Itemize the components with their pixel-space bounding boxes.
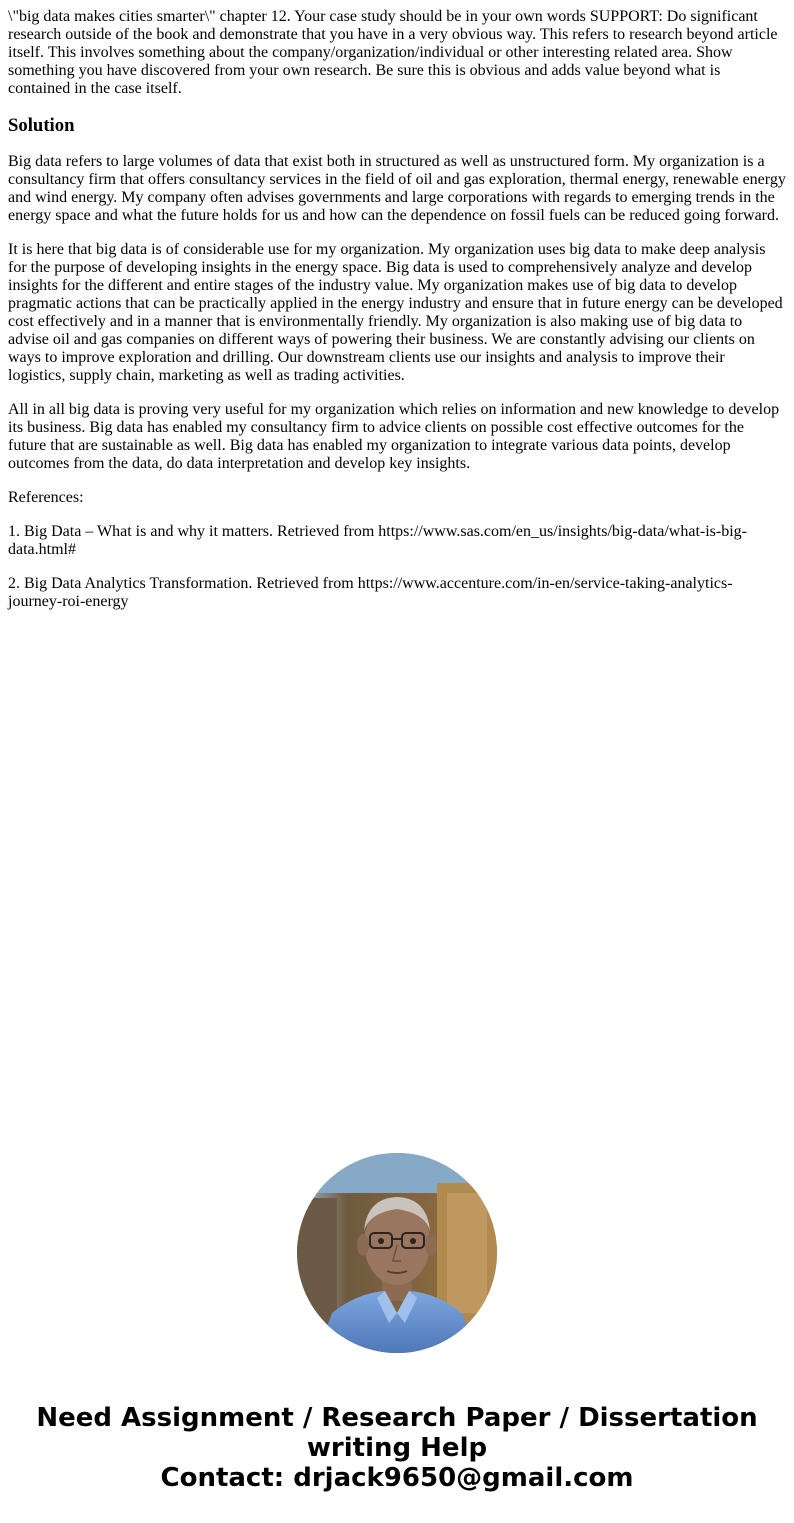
references-label: References:	[8, 489, 84, 506]
author-portrait	[297, 1153, 497, 1353]
promo-line: writing Help	[306, 1433, 488, 1463]
solution-heading: Solution	[8, 115, 75, 136]
question-text: \"big data makes cities smarter\" chapter 12. Your case study should be in your own words SUPPORT: Do significant research outside of the book and demonstrate that you have in a very obvious way. This refers to research beyond article itself. This involves something about the company/organization/individual or other interesting related area. Show something you have discovered from your own research. Be sure this is obvious and adds value beyond what is contained in the case itself.	[8, 8, 778, 97]
solution-paragraph: All in all big data is proving very useful for my organization which relies on information and new knowledge to develop its business. Big data has enabled my consultancy firm to advice clients on possible cost effective outcomes for the future that are sustainable as well. Big data has enabled my organization to integrate various data points, develop outcomes from the data, do data interpretation and develop key insights.	[8, 401, 780, 472]
document-body	[8, 8, 786, 627]
promo-line: Need Assignment / Research Paper / Dissertation	[36, 1403, 758, 1433]
reference-item: 1. Big Data – What is and why it matters. Retrieved from https://www.sas.com/en_us/insights/big-data/what-is-big-data.html#	[8, 523, 747, 558]
author-avatar	[297, 1153, 497, 1353]
solution-paragraph: Big data refers to large volumes of data that exist both in structured as well as unstructured form. My organization is a consultancy firm that offers consultancy services in the field of oil and gas exploration, thermal energy, renewable energy and wind energy. My company often advises governments and large corporations with regards to emerging trends in the energy space and what the future holds for us and how can the dependence on fossil fuels can be reduced going forward.	[8, 153, 786, 224]
solution-paragraph: It is here that big data is of considerable use for my organization. My organization uses big data to make deep analysis for the purpose of developing insights in the energy space. Big data is used to comprehensively analyze and develop insights for the different and entire stages of the industry value. My organization makes use of big data to develop pragmatic actions that can be practically applied in the energy industry and ensure that in future energy can be developed cost effectively and in a manner that is environmentally friendly. My organization is also making use of big data to advise oil and gas companies on different ways of powering their business. We are constantly advising our clients on ways to improve exploration and drilling. Our downstream clients use our insights and analysis to improve their logistics, supply chain, marketing as well as trading activities.	[8, 241, 783, 384]
promo-contact: Contact: drjack9650@gmail.com	[160, 1463, 634, 1493]
reference-item: 2. Big Data Analytics Transformation. Retrieved from https://www.accenture.com/in-en/service-taking-analytics-journey-roi-energy	[8, 575, 733, 610]
promo-banner	[0, 1403, 794, 1493]
